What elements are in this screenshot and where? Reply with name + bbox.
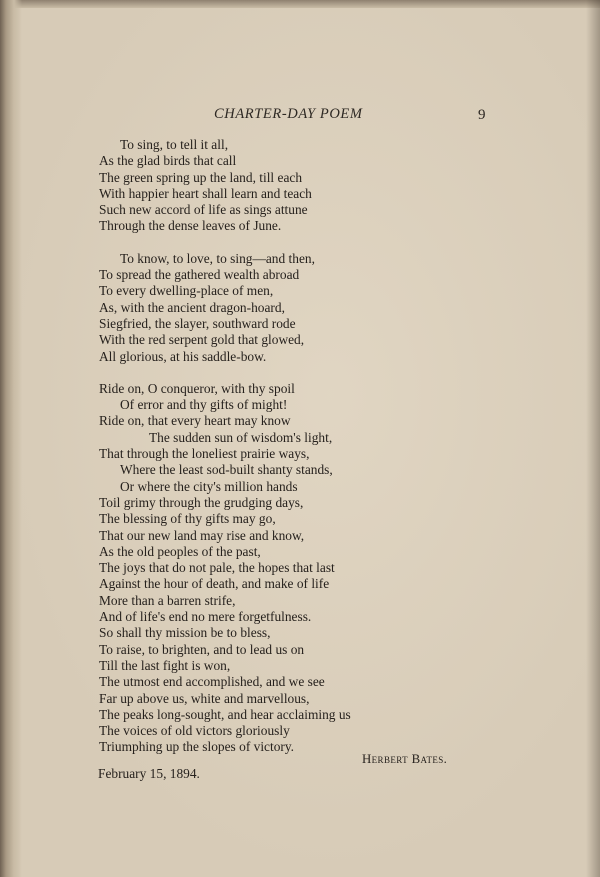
running-title: CHARTER-DAY POEM bbox=[214, 106, 363, 122]
poem-line: Toil grimy through the grudging days, bbox=[99, 494, 304, 510]
poem-line: Where the least sod-built shanty stands, bbox=[120, 462, 333, 478]
stanza bbox=[99, 137, 439, 235]
poem-line: To every dwelling-place of men, bbox=[99, 283, 274, 299]
poem-line: Or where the city's million hands bbox=[120, 478, 298, 494]
poem-line: As the glad birds that call bbox=[99, 153, 237, 169]
poem-line: Till the last fight is won, bbox=[99, 657, 231, 673]
poem-line: To know, to love, to sing—and then, bbox=[120, 250, 315, 266]
poem-line: That our new land may rise and know, bbox=[99, 527, 305, 543]
poem-line: All glorious, at his saddle-bow. bbox=[99, 348, 267, 364]
poem-line: So shall thy mission be to bless, bbox=[99, 625, 271, 641]
poem-line: The blessing of thy gifts may go, bbox=[99, 511, 276, 527]
poem-line: Through the dense leaves of June. bbox=[99, 218, 282, 234]
poem-line: Siegfried, the slayer, southward rode bbox=[99, 315, 296, 331]
stanza bbox=[99, 381, 439, 756]
poem-line: Triumphing up the slopes of victory. bbox=[99, 739, 295, 755]
poem-line: The sudden sun of wisdom's light, bbox=[149, 429, 333, 445]
poem-line: Of error and thy gifts of might! bbox=[120, 397, 288, 413]
poem-line: The voices of old victors gloriously bbox=[99, 723, 290, 739]
poem-line: And of life's end no mere forgetfulness. bbox=[99, 609, 312, 625]
poem-body bbox=[99, 137, 439, 772]
poem-line: Against the hour of death, and make of life bbox=[99, 576, 330, 592]
poem-line: With happier heart shall learn and teach bbox=[99, 185, 312, 201]
poem-line: The joys that do not pale, the hopes that last bbox=[99, 560, 335, 576]
poem-line: Such new accord of life as sings attune bbox=[99, 202, 308, 218]
page-top-edge bbox=[0, 0, 600, 8]
poem-line: With the red serpent gold that glowed, bbox=[99, 332, 305, 348]
poem-line: Far up above us, white and marvellous, bbox=[99, 690, 310, 706]
poem-line: As the old peoples of the past, bbox=[99, 543, 261, 559]
poem-line: More than a barren strife, bbox=[99, 592, 236, 608]
author-signature: Herbert Bates. bbox=[362, 752, 448, 766]
poem-line: Ride on, O conqueror, with thy spoil bbox=[99, 380, 295, 396]
stanza bbox=[99, 251, 439, 365]
poem-line: The utmost end accomplished, and we see bbox=[99, 674, 325, 690]
poem-line: To spread the gathered wealth abroad bbox=[99, 267, 300, 283]
poem-line: The green spring up the land, till each bbox=[99, 169, 303, 185]
poem-line: To sing, to tell it all, bbox=[120, 137, 229, 152]
poem-line: The peaks long-sought, and hear acclaiming us bbox=[99, 706, 351, 722]
poem-line: That through the loneliest prairie ways, bbox=[99, 446, 310, 462]
poem-line: To raise, to brighten, and to lead us on bbox=[99, 641, 305, 657]
page-right-edge bbox=[586, 0, 600, 877]
poem-line: Ride on, that every heart may know bbox=[99, 413, 291, 429]
poem-line: As, with the ancient dragon-hoard, bbox=[99, 299, 285, 315]
page-number: 9 bbox=[478, 107, 486, 123]
page-binding-edge bbox=[0, 0, 22, 877]
poem-date: February 15, 1894. bbox=[98, 766, 200, 781]
